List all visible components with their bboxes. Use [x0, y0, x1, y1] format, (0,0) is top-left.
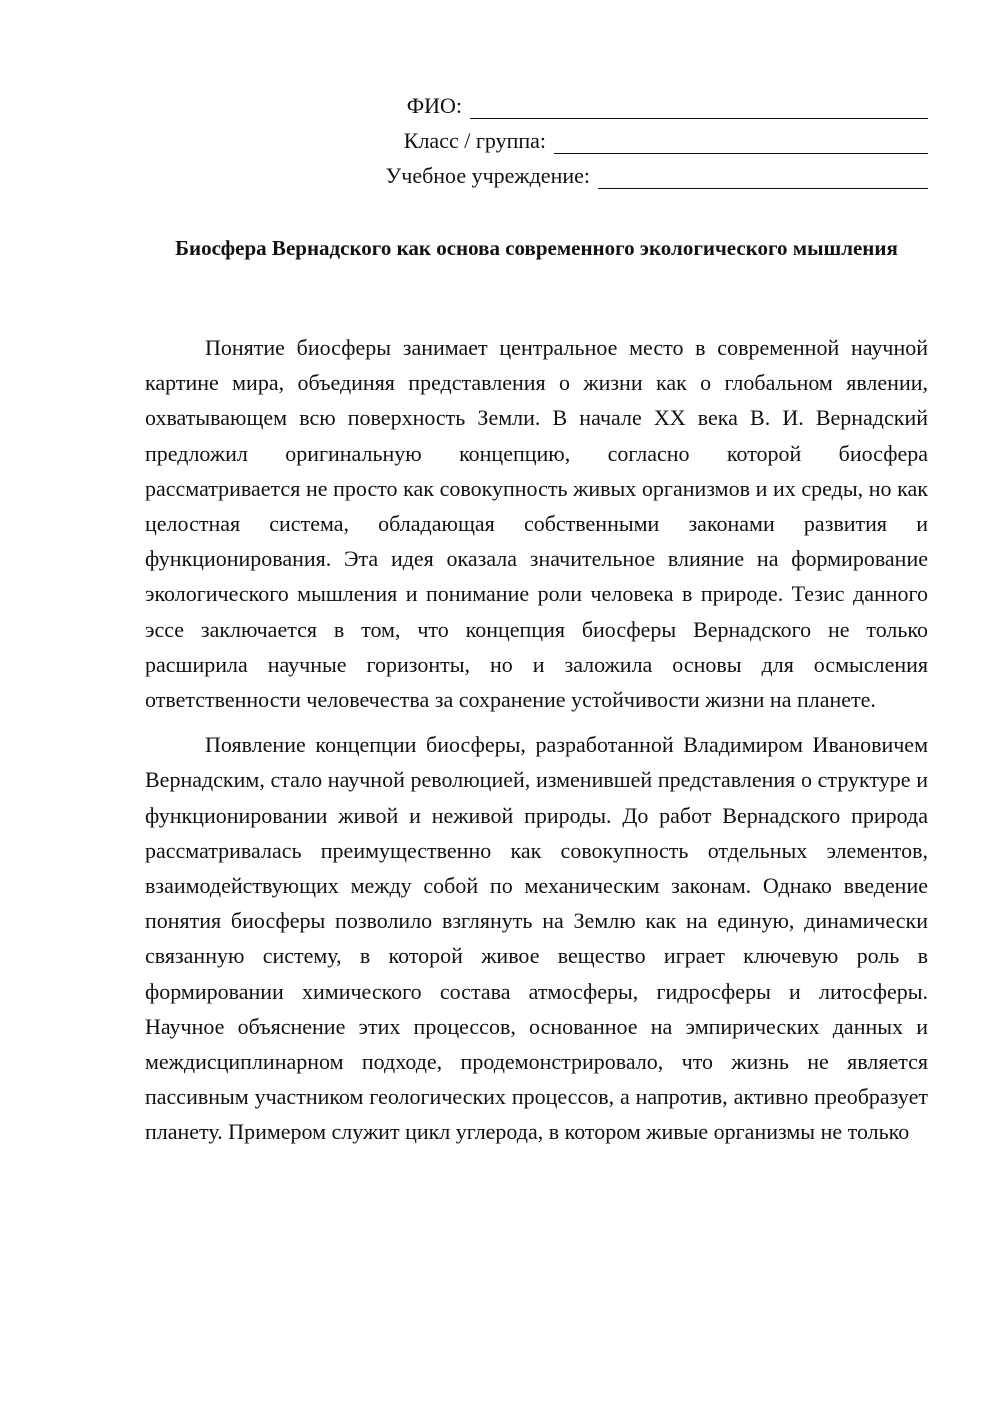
essay-body	[145, 330, 928, 1160]
school-line	[308, 158, 928, 193]
class-blank	[554, 127, 928, 154]
paragraph-1: Понятие биосферы занимает центральное место в современной научной картине мира, объединяя представления о жизни как о глобальном явлении, охватывающем всю поверхность Земли. В начале XX века В. И. Вернадский предложил оригинальную концепцию, согласно которой биосфера рассматривается не просто как совокупность живых организмов и их среды, но как целостная система, обладающая собственными законами развития и функционирования. Эта идея оказала значительное влияние на формирование экологического мышления и понимание роли человека в природе. Тезис данного эссе заключается в том, что концепция биосферы Вернадского не только расширила научные горизонты, но и заложила основы для осмысления ответственности человечества за сохранение устойчивости жизни на планете.	[145, 335, 928, 713]
class-line	[308, 123, 928, 158]
class-label: Класс / группа:	[403, 128, 546, 153]
fio-label: ФИО:	[406, 93, 462, 118]
school-label: Учебное учреждение:	[385, 163, 590, 188]
fio-blank	[470, 92, 928, 119]
paragraph-2: Появление концепции биосферы, разработанной Владимиром Ивановичем Вернадским, стало научной революцией, изменившей представления о структуре и функционировании живой и неживой природы. До работ Вернадского природа рассматривалась преимущественно как совокупность отдельных элементов, взаимодействующих между собой по механическим законам. Однако введение понятия биосферы позволило взглянуть на Землю как на единую, динамически связанную систему, в которой живое вещество играет ключевую роль в формировании химического состава атмосферы, гидросферы и литосферы. Научное объяснение этих процессов, основанное на эмпирических данных и междисциплинарном подходе, продемонстрировало, что жизнь не является пассивным участником геологических процессов, а напротив, активно преобразует планету. Примером служит цикл углерода, в котором живые организмы не только	[145, 732, 928, 1145]
student-info-header	[308, 88, 928, 193]
fio-line	[308, 88, 928, 123]
essay-title: Биосфера Вернадского как основа современного экологического мышления	[175, 236, 898, 260]
school-blank	[598, 162, 928, 189]
